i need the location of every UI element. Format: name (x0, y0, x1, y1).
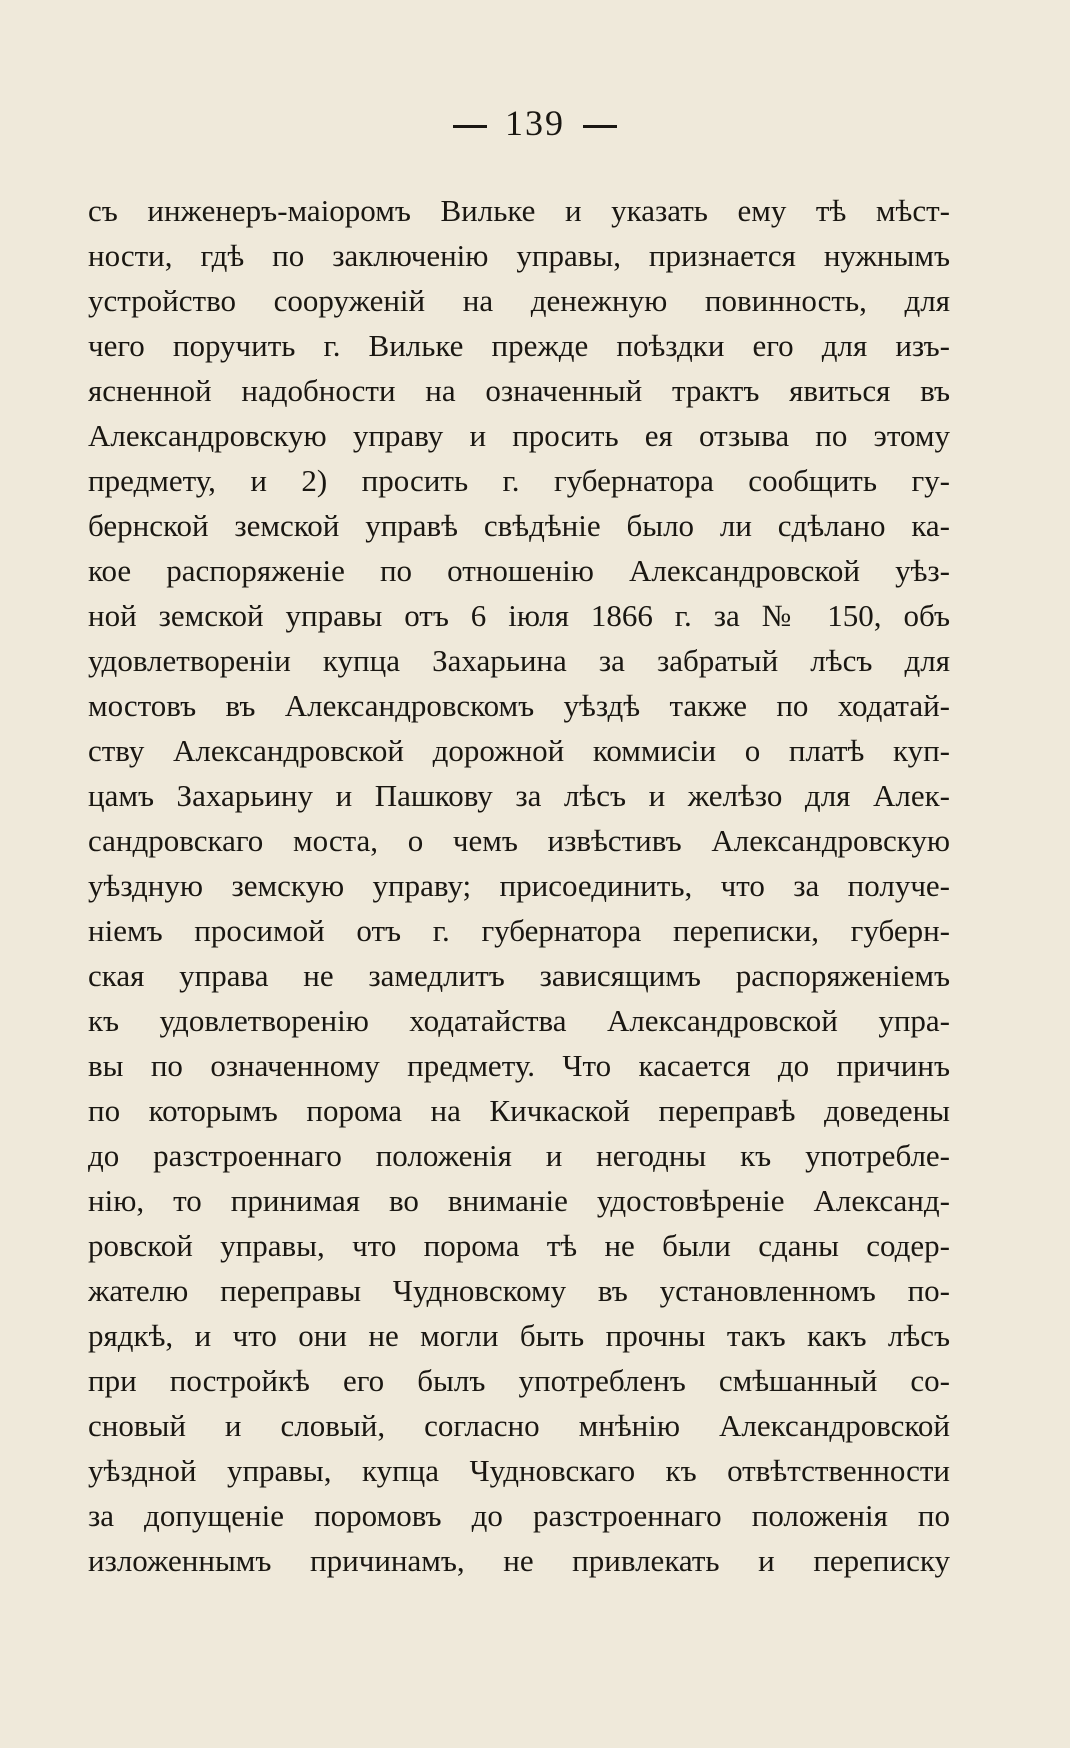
header-dash-left (453, 125, 487, 128)
text-line: ніемъ просимой отъ г. губернатора переписки, губерн- (88, 913, 950, 948)
text-line: ровской управы, что порома тѣ не были сданы содер- (88, 1228, 950, 1263)
text-line: чего поручить г. Вильке прежде поѣздки его для изъ- (88, 328, 950, 363)
text-line: мостовъ въ Александровскомъ уѣздѣ также по ходатай- (88, 688, 950, 723)
text-line: за допущеніе поромовъ до разстроеннаго положенія по (88, 1498, 950, 1533)
text-line: жателю переправы Чудновскому въ установленномъ по- (88, 1273, 950, 1308)
text-line: съ инженеръ-маіоромъ Вильке и указать ему тѣ мѣст- (88, 193, 950, 228)
text-line: къ удовлетворенію ходатайства Александровской упра- (88, 1003, 950, 1038)
text-line: ству Александровской дорожной коммисіи о платѣ куп- (88, 733, 950, 768)
text-line: устройство сооруженій на денежную повинность, для (88, 283, 950, 318)
text-line: ной земской управы отъ 6 іюля 1866 г. за № 150, объ (88, 598, 950, 633)
text-line: нію, то принимая во вниманіе удостовѣреніе Александ- (88, 1183, 950, 1218)
text-line: ская управа не замедлитъ зависящимъ распоряженіемъ (88, 958, 950, 993)
text-line: сандровскаго моста, о чемъ извѣстивъ Александровскую (88, 823, 950, 858)
text-line: изложеннымъ причинамъ, не привлекать и переписку (88, 1543, 950, 1578)
text-line: вы по означенному предмету. Что касается до причинъ (88, 1048, 950, 1083)
page-header (0, 103, 1070, 143)
text-line: рядкѣ, и что они не могли быть прочны такъ какъ лѣсъ (88, 1318, 950, 1353)
text-line: цамъ Захарьину и Пашкову за лѣсъ и желѣзо для Алек- (88, 778, 950, 813)
text-line: уѣздную земскую управу; присоединить, что за получе- (88, 868, 950, 903)
header-dash-right (583, 125, 617, 128)
text-line: кое распоряженіе по отношенію Александровской уѣз- (88, 553, 950, 588)
text-line: сновый и словый, согласно мнѣнію Александровской (88, 1408, 950, 1443)
text-line: до разстроеннаго положенія и негодны къ употребле- (88, 1138, 950, 1173)
text-line: бернской земской управѣ свѣдѣніе было ли сдѣлано ка- (88, 508, 950, 543)
text-line: предмету, и 2) просить г. губернатора сообщить гу- (88, 463, 950, 498)
text-line: ясненной надобности на означенный трактъ явиться въ (88, 373, 950, 408)
text-line: при постройкѣ его былъ употребленъ смѣшанный со- (88, 1363, 950, 1398)
text-line: по которымъ порома на Кичкаской переправѣ доведены (88, 1093, 950, 1128)
text-line: удовлетвореніи купца Захарьина за забратый лѣсъ для (88, 643, 950, 678)
page-number: 139 (505, 103, 565, 143)
text-line: Александровскую управу и просить ея отзыва по этому (88, 418, 950, 453)
text-line: уѣздной управы, купца Чудновскаго къ отвѣтственности (88, 1453, 950, 1488)
body-text (88, 188, 950, 1583)
text-line: ности, гдѣ по заключенію управы, признается нужнымъ (88, 238, 950, 273)
